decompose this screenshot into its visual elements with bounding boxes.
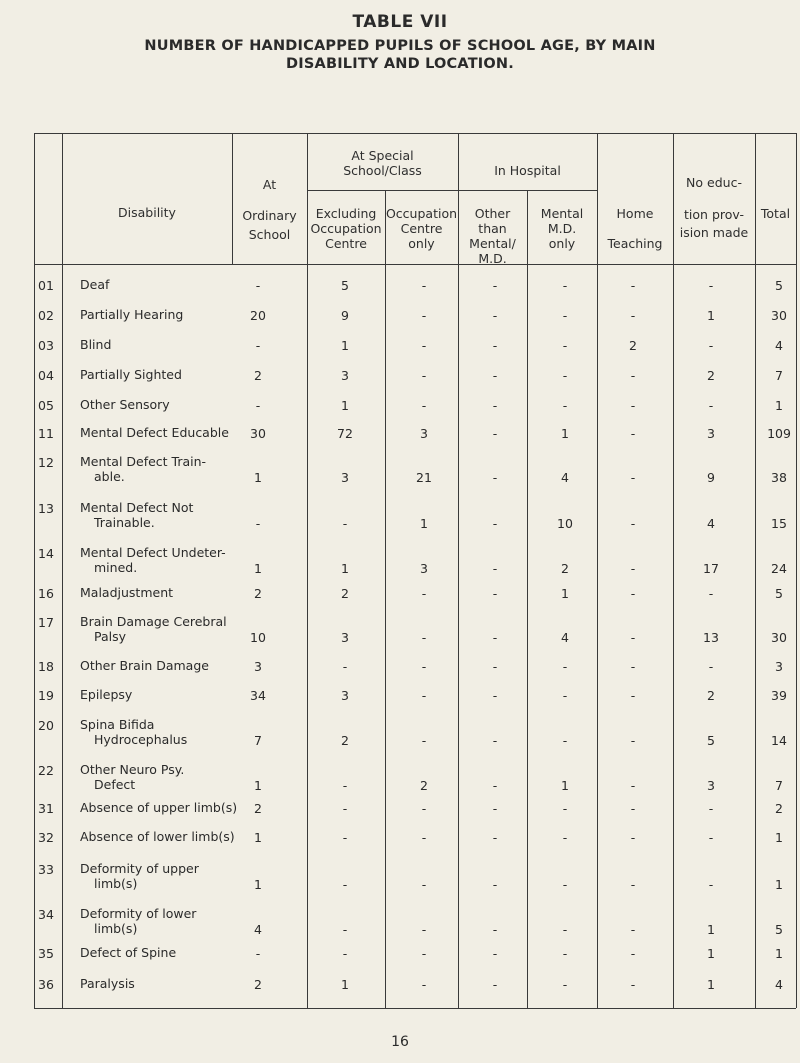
row-value: - [708, 586, 714, 601]
row-value: - [630, 659, 636, 674]
row-value: - [630, 688, 636, 703]
col-line-noeduc [755, 133, 756, 1008]
row-code: 20 [38, 718, 54, 733]
row-value: 9 [707, 470, 715, 485]
row-value: - [342, 801, 348, 816]
row-value: 4 [254, 922, 262, 937]
row-code: 14 [38, 546, 54, 561]
row-value: 1 [254, 470, 262, 485]
row-value: - [630, 516, 636, 531]
row-code: 34 [38, 907, 54, 922]
row-value: - [342, 922, 348, 937]
row-value: - [421, 308, 427, 323]
row-value: 1 [775, 830, 783, 845]
row-value: 3 [707, 426, 715, 441]
header-special-group: At Special School/Class [343, 148, 422, 178]
row-code: 32 [38, 830, 54, 845]
row-value: - [492, 877, 498, 892]
row-label: Mental Defect Train- [80, 454, 207, 469]
table-subtitle-line-2: DISABILITY AND LOCATION. [286, 56, 514, 72]
subheader-divider [307, 190, 597, 191]
row-value: - [630, 946, 636, 961]
header-ordinary: At Ordinary School [242, 177, 297, 242]
row-code: 02 [38, 308, 54, 323]
row-value: - [492, 946, 498, 961]
row-value: - [492, 586, 498, 601]
row-value: - [630, 561, 636, 576]
row-value: - [492, 830, 498, 845]
header-other-than: Other than Mental/ M.D. [469, 206, 516, 266]
row-value: 7 [254, 733, 262, 748]
row-value: - [562, 733, 568, 748]
row-value: 109 [767, 426, 791, 441]
row-label: Maladjustment [80, 585, 174, 600]
row-value: 24 [771, 561, 787, 576]
row-value: 4 [775, 977, 783, 992]
row-value: 1 [775, 946, 783, 961]
row-value: 2 [707, 688, 715, 703]
row-value: 3 [254, 659, 262, 674]
row-value: - [630, 733, 636, 748]
row-value: - [708, 877, 714, 892]
header-excluding: Excluding Occupation Centre [310, 206, 382, 251]
row-value: 10 [250, 630, 266, 645]
header-total: Total [760, 206, 791, 221]
row-value: 3 [341, 470, 349, 485]
row-value: 14 [771, 733, 787, 748]
row-value: - [255, 278, 261, 293]
row-label: Hydrocephalus [94, 732, 188, 747]
row-value: 1 [775, 398, 783, 413]
row-value: - [492, 368, 498, 383]
row-value: 1 [341, 977, 349, 992]
row-value: - [421, 922, 427, 937]
row-value: 1 [254, 830, 262, 845]
row-value: - [421, 338, 427, 353]
row-value: - [255, 338, 261, 353]
row-label: mined. [94, 560, 138, 575]
row-value: - [421, 688, 427, 703]
row-value: 30 [250, 426, 266, 441]
header-mental-md: Mental M.D. only [540, 206, 584, 251]
row-value: 1 [561, 426, 569, 441]
row-value: 15 [771, 516, 787, 531]
row-value: - [708, 801, 714, 816]
row-label: Other Neuro Psy. [80, 762, 185, 777]
row-value: - [492, 630, 498, 645]
row-value: 38 [771, 470, 787, 485]
row-value: - [630, 877, 636, 892]
row-value: 2 [775, 801, 783, 816]
row-value: 4 [775, 338, 783, 353]
row-value: - [421, 877, 427, 892]
row-code: 17 [38, 615, 54, 630]
row-value: - [630, 778, 636, 793]
row-value: 1 [341, 338, 349, 353]
col-line-mental [597, 133, 598, 1008]
row-label: Absence of upper limb(s) [80, 800, 238, 815]
row-value: 1 [561, 586, 569, 601]
row-value: - [492, 688, 498, 703]
row-label: limb(s) [94, 921, 138, 936]
row-value: - [630, 470, 636, 485]
row-value: - [630, 801, 636, 816]
row-value: - [630, 278, 636, 293]
page-number: 16 [391, 1034, 409, 1050]
row-value: 5 [341, 278, 349, 293]
row-value: - [492, 733, 498, 748]
header-occupation: Occupation Centre only [385, 206, 458, 251]
row-code: 01 [38, 278, 54, 293]
row-value: - [421, 630, 427, 645]
row-value: 7 [775, 778, 783, 793]
row-value: 5 [775, 922, 783, 937]
row-value: 2 [420, 778, 428, 793]
row-value: - [421, 278, 427, 293]
row-value: 1 [707, 946, 715, 961]
row-value: - [562, 830, 568, 845]
table-title: TABLE VII [352, 12, 448, 32]
row-value: 4 [561, 630, 569, 645]
row-label: Defect of Spine [80, 945, 177, 960]
table-right-border [796, 133, 797, 1008]
row-value: 2 [254, 368, 262, 383]
row-value: 2 [561, 561, 569, 576]
row-value: - [630, 630, 636, 645]
row-value: - [421, 830, 427, 845]
row-value: 2 [254, 586, 262, 601]
row-value: - [342, 877, 348, 892]
header-hospital-group: In Hospital [494, 163, 561, 178]
row-value: - [342, 778, 348, 793]
row-value: - [492, 516, 498, 531]
row-code: 05 [38, 398, 54, 413]
row-value: - [492, 338, 498, 353]
row-label: Paralysis [80, 976, 135, 991]
row-value: - [562, 338, 568, 353]
row-label: able. [94, 469, 125, 484]
row-value: - [630, 586, 636, 601]
row-value: 5 [707, 733, 715, 748]
row-code: 36 [38, 977, 54, 992]
row-label: Partially Hearing [80, 307, 184, 322]
row-label: Defect [94, 777, 136, 792]
row-label: Other Brain Damage [80, 658, 209, 673]
row-value: 1 [707, 977, 715, 992]
row-value: - [630, 368, 636, 383]
row-value: - [421, 586, 427, 601]
row-value: 2 [341, 586, 349, 601]
row-value: - [630, 426, 636, 441]
row-value: 1 [341, 398, 349, 413]
row-label: Mental Defect Not [80, 500, 194, 515]
row-value: - [562, 308, 568, 323]
row-label: Partially Sighted [80, 367, 182, 382]
row-value: 1 [707, 922, 715, 937]
row-label: Deformity of lower [80, 906, 197, 921]
row-value: 17 [703, 561, 719, 576]
row-value: - [492, 778, 498, 793]
row-value: 1 [254, 561, 262, 576]
row-value: 1 [561, 778, 569, 793]
row-value: - [562, 946, 568, 961]
table-subtitle-line-1: NUMBER OF HANDICAPPED PUPILS OF SCHOOL AGE, BY MAIN [144, 38, 656, 54]
row-value: 30 [771, 308, 787, 323]
row-value: 5 [775, 278, 783, 293]
row-value: - [630, 830, 636, 845]
row-label: Mental Defect Educable [80, 425, 229, 440]
row-value: 7 [775, 368, 783, 383]
col-line-ordinary [307, 133, 308, 1008]
row-value: - [708, 830, 714, 845]
row-value: - [492, 426, 498, 441]
row-value: - [562, 278, 568, 293]
col-line-code [62, 133, 63, 1008]
row-value: 1 [420, 516, 428, 531]
row-value: 34 [250, 688, 266, 703]
row-value: 1 [254, 778, 262, 793]
row-value: 4 [561, 470, 569, 485]
row-value: - [562, 688, 568, 703]
row-value: 5 [775, 586, 783, 601]
row-value: - [492, 398, 498, 413]
row-value: - [255, 946, 261, 961]
row-code: 11 [38, 426, 54, 441]
row-value: - [421, 946, 427, 961]
row-value: - [492, 922, 498, 937]
row-label: limb(s) [94, 876, 138, 891]
row-value: 3 [341, 630, 349, 645]
row-value: - [492, 561, 498, 576]
row-value: 1 [775, 877, 783, 892]
row-code: 12 [38, 455, 54, 470]
row-value: - [630, 922, 636, 937]
row-code: 22 [38, 763, 54, 778]
row-value: - [708, 338, 714, 353]
row-value: - [492, 977, 498, 992]
row-value: - [255, 398, 261, 413]
row-value: 1 [707, 308, 715, 323]
table-bottom-border [34, 1008, 796, 1009]
row-value: - [421, 733, 427, 748]
row-code: 13 [38, 501, 54, 516]
row-code: 33 [38, 862, 54, 877]
row-code: 35 [38, 946, 54, 961]
row-value: 3 [341, 688, 349, 703]
row-value: - [421, 368, 427, 383]
row-value: - [562, 977, 568, 992]
row-value: - [342, 659, 348, 674]
row-value: - [562, 877, 568, 892]
row-label: Blind [80, 337, 112, 352]
row-value: - [421, 801, 427, 816]
row-value: 2 [707, 368, 715, 383]
header-disability: Disability [118, 205, 176, 220]
row-value: - [630, 398, 636, 413]
row-value: 39 [771, 688, 787, 703]
row-value: 3 [707, 778, 715, 793]
row-value: - [255, 516, 261, 531]
row-value: 9 [341, 308, 349, 323]
row-value: 3 [775, 659, 783, 674]
row-value: - [421, 659, 427, 674]
row-value: - [492, 801, 498, 816]
row-code: 18 [38, 659, 54, 674]
row-value: 21 [416, 470, 432, 485]
row-value: 2 [254, 977, 262, 992]
table-top-border [34, 133, 796, 134]
row-value: - [562, 801, 568, 816]
row-label: Palsy [94, 629, 127, 644]
row-value: - [562, 922, 568, 937]
header-home: Home Teaching [607, 206, 663, 251]
row-value: - [342, 516, 348, 531]
row-value: - [492, 278, 498, 293]
row-code: 31 [38, 801, 54, 816]
row-value: 2 [254, 801, 262, 816]
row-label: Deaf [80, 277, 110, 292]
row-value: 10 [557, 516, 573, 531]
row-label: Deformity of upper [80, 861, 199, 876]
table-left-border [34, 133, 35, 1008]
row-value: 3 [341, 368, 349, 383]
row-value: 2 [341, 733, 349, 748]
row-value: - [708, 659, 714, 674]
row-code: 04 [38, 368, 54, 383]
header-bottom-border [34, 264, 796, 265]
row-value: 1 [341, 561, 349, 576]
row-label: Brain Damage Cerebral [80, 614, 227, 629]
row-value: - [630, 977, 636, 992]
row-code: 03 [38, 338, 54, 353]
row-value: - [492, 308, 498, 323]
row-value: 4 [707, 516, 715, 531]
row-value: - [492, 470, 498, 485]
col-line-other [527, 190, 528, 1008]
row-value: 3 [420, 561, 428, 576]
row-value: - [562, 398, 568, 413]
row-value: 1 [254, 877, 262, 892]
row-value: 20 [250, 308, 266, 323]
row-code: 16 [38, 586, 54, 601]
row-value: - [492, 659, 498, 674]
row-value: - [421, 398, 427, 413]
row-label: Mental Defect Undeter- [80, 545, 226, 560]
row-label: Spina Bifida [80, 717, 155, 732]
row-label: Trainable. [94, 515, 155, 530]
row-value: - [562, 368, 568, 383]
header-no-educ: No educ- tion prov- ision made [679, 175, 749, 240]
row-value: 72 [337, 426, 353, 441]
row-label: Other Sensory [80, 397, 170, 412]
row-value: - [562, 659, 568, 674]
row-value: - [708, 398, 714, 413]
row-value: - [421, 977, 427, 992]
row-value: 3 [420, 426, 428, 441]
row-value: - [342, 830, 348, 845]
col-line-home [673, 133, 674, 1008]
row-value: - [708, 278, 714, 293]
row-label: Absence of lower limb(s) [80, 829, 235, 844]
col-line-excluding [385, 190, 386, 1008]
row-value: - [630, 308, 636, 323]
row-value: - [342, 946, 348, 961]
row-value: 13 [703, 630, 719, 645]
row-code: 19 [38, 688, 54, 703]
row-value: 30 [771, 630, 787, 645]
row-label: Epilepsy [80, 687, 133, 702]
row-value: 2 [629, 338, 637, 353]
